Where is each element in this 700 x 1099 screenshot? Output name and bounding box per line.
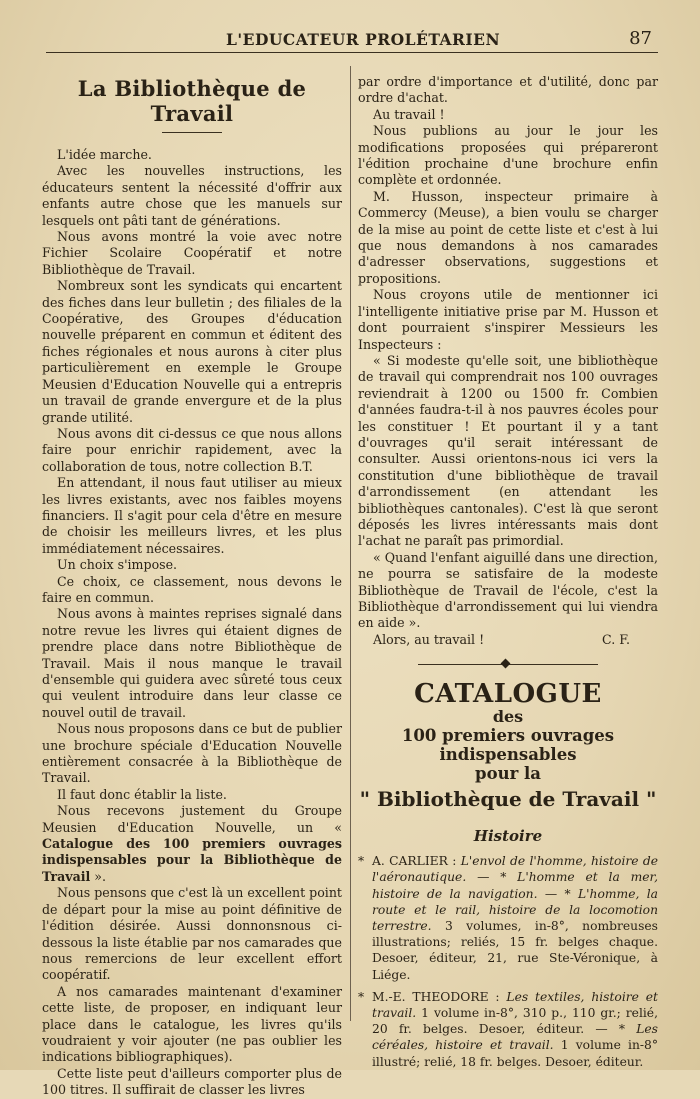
paragraph: Ce choix, ce classement, nous devons le faire en commun.: [42, 573, 342, 605]
quotation: « Quand l'enfant aiguillé dans une direction, ne pourra se satisfaire de la modeste Bibliothèque de Travail de l'école, c'est la Bibliothèque d'arrondissement qui lui viendra en aide ».: [358, 549, 658, 631]
catalogue-subtitle: 100 premiers ouvrages indispensables: [401, 726, 615, 765]
paragraph: L'idée marche.: [57, 147, 152, 162]
entry-author: A. CARLIER :: [372, 854, 461, 869]
paragraph: A nos camarades maintenant d'examiner cette liste, de proposer, en indiquant leur place dans le catalogue, les livres qu'ils voudraient y voir ajouter (ne pas oublier les indications bibliographiques).: [42, 983, 342, 1065]
catalogue-title: CATALOGUE: [414, 679, 602, 710]
paragraph: Nous avons dit ci-dessus ce que nous allons faire pour enrichir rapidement, avec la collaboration de tous, notre collection B.T.: [42, 425, 342, 474]
journal-title: L'EDUCATEUR PROLÉTARIEN: [226, 30, 501, 49]
closing-text: Alors, au travail !: [373, 631, 485, 647]
paragraph: M. Husson, inspecteur primaire à Commercy (Meuse), a bien voulu se charger de la mise au point de cette liste et c'est à lui que nous demandons à nos camarades d'adresser observations, suggestions et propositions.: [358, 188, 658, 286]
column-divider: [350, 66, 351, 1021]
entry-title: Les textiles, histoire et travail.: [372, 989, 658, 1021]
left-column: [42, 66, 342, 1099]
entry-details: 1 volume in-8° illustré; relié, 18 fr. belges. Desoer, éditeur.: [372, 1038, 658, 1069]
entry-title: L'homme et la mer, histoire de la navigation.: [372, 870, 658, 901]
catalogue-des: des: [492, 707, 524, 727]
paragraph: En attendant, il nous faut utiliser au mieux les livres existants, avec nos faibles moyens financiers. Il s'agit pour cela d'être en mesure de choisir les meilleurs livres, et les plus immédiatement nécessaires.: [42, 475, 342, 556]
section-heading: Histoire: [473, 827, 543, 846]
asterisk-marker: *: [358, 989, 365, 1004]
catalogue-bibliotheque: " Bibliothèque de Travail ": [359, 787, 657, 812]
diamond-rule: [358, 658, 658, 672]
text-run: Nous recevons justement du Groupe Meusien d'Education Nouvelle, un «: [42, 803, 342, 835]
entry-title: L'homme, la route et le rail, histoire de la locomotion terrestre.: [372, 886, 658, 934]
paragraph: Il faut donc établir la liste.: [57, 786, 227, 802]
catalogue-reference: Catalogue des 100 premiers ouvrages indispensables pour la Bibliothèque de Travail: [42, 836, 342, 884]
signature-line: [358, 632, 658, 648]
catalogue-pour: pour la: [475, 764, 541, 784]
entry-author: M.-E. THEODORE :: [372, 989, 507, 1004]
paragraph: Un choix s'impose.: [57, 557, 178, 573]
catalogue-entry: [358, 989, 658, 1070]
paragraph: [42, 803, 342, 885]
diamond-ornament-icon: [501, 659, 511, 669]
entry-details: 1 volume in-8°, 310 p., 110 gr.; relié, 20 fr. belges. Desoer, éditeur. — *: [372, 1006, 658, 1037]
paragraph: Nous avons à maintes reprises signalé dans notre revue les livres qui étaient dignes de prendre place dans notre Bibliothèque de Travail. Mais il nous manque le travail d'ensemble qui guidera avec sûreté tous ceux qui veulent introduire dans leur classe ce nouvel outil de travail.: [42, 606, 342, 720]
quotation: « Si modeste qu'elle soit, une bibliothèque de travail qui comprendrait nos 100 ouvrages reviendrait à 1200 ou 1500 fr. Combien d'années faudra-t-il à nos pauvres écoles pour les constituer ! Et pourtant il y a tant d'ouvrages qu'il serait intéressant de consulter. Aussi orientons-nous ici vers la constitution d'une bibliothèque de travail d'arrondissement (en attendant les bibliothèques cantonales). C'est là que seront déposés les livres intéressants mais dont l'achat ne paraît pas primordial.: [358, 352, 658, 549]
paragraph: Nous nous proposons dans ce but de publier une brochure spéciale d'Education Nouvelle entièrement consacrée à la Bibliothèque de Travail.: [42, 721, 342, 786]
right-column: [358, 74, 658, 1076]
text-run: — *: [537, 886, 578, 901]
article-title: La Bibliothèque de Travail: [77, 76, 307, 126]
paragraph: Avec les nouvelles instructions, les éducateurs sentent la nécessité d'offrir aux enfants autre chose que les manuels sur lesquels ont pâti tant de générations.: [42, 163, 342, 228]
text-run: — *: [466, 870, 518, 885]
author-initials: C. F.: [602, 631, 630, 647]
page-number: 87: [629, 28, 652, 49]
title-rule: [162, 132, 222, 133]
asterisk-marker: *: [358, 854, 365, 869]
paragraph: Nombreux sont les syndicats qui encartent des fiches dans leur bulletin ; des filiales de la Coopérative, des Groupes d'éducation nouvelle préparent en commun et éditent des fiches régionales et nous aurons à citer plus particulièrement en exemple le Groupe Meusien d'Education Nouvelle qui a entrepris un travail de grande envergure et de la plus grande utilité.: [42, 278, 342, 425]
paragraph: Nous pensons que c'est là un excellent point de départ pour la mise au point définitive de l'édition désirée. Aussi donnonsnous ci-dessous la liste établie par nos camarades que nous remercions de leur excellent effort coopératif.: [42, 885, 342, 983]
paragraph: Au travail !: [373, 106, 445, 122]
paragraph: Nous avons montré la voie avec notre Fichier Scolaire Coopératif et notre Bibliothèque de Travail.: [42, 229, 342, 277]
running-header: [46, 26, 658, 53]
paragraph: Nous publions au jour le jour les modifications proposées qui prépareront l'édition prochaine d'une brochure enfin complète et ordonnée.: [358, 123, 658, 188]
text-run: ».: [90, 868, 107, 884]
entry-title: L'envol de l'homme, histoire de l'aéronautique.: [372, 854, 659, 885]
paragraph: par ordre d'importance et d'utilité, donc par ordre d'achat.: [358, 74, 658, 106]
entry-title: Les céréales, histoire et travail.: [372, 1022, 658, 1053]
paragraph: Cette liste peut d'ailleurs comporter plus de 100 titres. Il suffirait de classer les livres: [42, 1065, 342, 1098]
catalogue-entry: [358, 853, 658, 983]
paragraph: Nous croyons utile de mentionner ici l'intelligente initiative prise par M. Husson et dont pourraient s'inspirer Messieurs les Inspecteurs :: [358, 287, 658, 352]
entry-details: 3 volumes, in-8°, nombreuses illustrations; reliés, 15 fr. belges chaque. Desoer, éditeur, 21, rue Ste-Véronique, à Liége.: [372, 919, 658, 982]
